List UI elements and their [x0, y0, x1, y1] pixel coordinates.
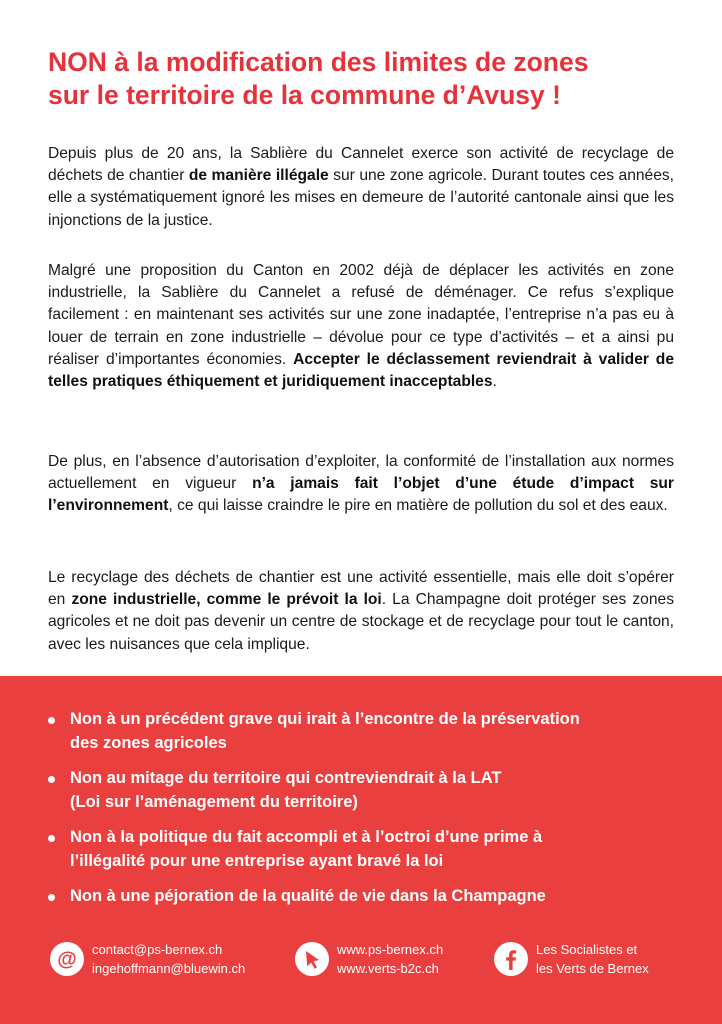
bullet-list	[46, 708, 686, 921]
contact-email-1[interactable]: contact@ps-bernex.ch	[92, 942, 223, 957]
paragraph-3-text-c: , ce qui laisse craindre le pire en matière de pollution du sol et des eaux.	[168, 497, 668, 515]
title-line-1: NON à la modification des limites de zones	[48, 47, 589, 77]
bullet-1-line-1: Non à un précédent grave qui irait à l’encontre de la préservation	[70, 710, 580, 728]
paragraph-1	[48, 143, 674, 232]
paragraph-3	[48, 451, 674, 518]
social-line-1: Les Socialistes et	[536, 942, 638, 957]
social-name	[536, 940, 649, 978]
contact-emails	[92, 940, 245, 978]
title-line-2: sur le territoire de la commune d’Avusy !	[48, 80, 561, 110]
paragraph-1-text-a: Depuis plus de 20 ans, la Sablière du Cannelet exerce son activité de recyclage de déchets de chantier	[48, 145, 674, 185]
bullet-dot-icon	[48, 717, 55, 724]
bullet-dot-icon	[48, 776, 55, 783]
paragraph-3-bold: n’a jamais fait l’objet d’une étude d’impact sur l’environnement	[48, 475, 675, 515]
footer	[50, 938, 690, 988]
paragraph-2	[48, 260, 674, 393]
bullet-1-line-2: des zones agricoles	[70, 733, 227, 752]
bullet-3-line-1: Non à la politique du fait accompli et à l’octroi d’une prime à	[70, 828, 543, 846]
paragraph-3-text-a: De plus, en l’absence d’autorisation d’exploiter, la conformité de l’installation aux normes actuellement en vigueur	[48, 453, 674, 493]
bullet-item	[46, 826, 686, 873]
bullet-item	[46, 708, 686, 755]
paragraph-1-bold: de manière illégale	[188, 167, 329, 185]
at-sign-icon	[50, 942, 84, 976]
bullet-dot-icon	[48, 835, 55, 842]
contact-email-2[interactable]: ingehoffmann@bluewin.ch	[92, 961, 246, 976]
bullet-4-line-1: Non à une péjoration de la qualité de vie dans la Champagne	[70, 887, 546, 905]
paragraph-1-text-c: sur une zone agricole. Durant toutes ces années, elle a systématiquement ignoré les mises en demeure de l’autorité cantonale ainsi que les injonctions de la justice.	[48, 167, 675, 229]
paragraph-4-text-c: . La Champagne doit protéger ses zones agricoles et ne doit pas devenir un centre de stockage et de recyclage pour tout le canton, avec les nuisances que cela implique.	[48, 591, 674, 653]
red-band	[0, 676, 722, 1024]
website-link-2[interactable]: www.verts-b2c.ch	[337, 961, 439, 976]
page-title	[48, 46, 688, 112]
svg-text:@: @	[57, 948, 77, 971]
website-link-1[interactable]: www.ps-bernex.ch	[337, 942, 444, 957]
bullet-2-line-2: (Loi sur l’aménagement du territoire)	[70, 792, 358, 811]
bullet-3-line-2: l’illégalité pour une entreprise ayant bravé la loi	[70, 851, 444, 870]
paragraph-2-bold: Accepter le déclassement reviendrait à valider de telles pratiques éthiquement et juridiquement inacceptables	[48, 350, 674, 391]
social-line-2: les Verts de Bernex	[536, 961, 649, 976]
paragraph-4-text-a: Le recyclage des déchets de chantier est une activité essentielle, mais elle doit s’opérer en	[48, 569, 674, 609]
paragraph-4	[48, 567, 674, 656]
website-links	[337, 940, 443, 978]
facebook-icon[interactable]	[494, 942, 528, 976]
bullet-2-line-1: Non au mitage du territoire qui contreviendrait à la LAT	[70, 769, 502, 787]
bullet-dot-icon	[48, 894, 55, 901]
paragraph-2-text-a: Malgré une proposition du Canton en 2002 déjà de déplacer les activités en zone industrielle, la Sablière du Cannelet a refusé de déménager. Ce refus s’explique facilement : en maintenant ses activités sur une zone inadaptée, l’entreprise n’a pas eu à louer de terrain en zone industrielle – dévolue pour ce type d’activités – et a ainsi pu réaliser d’importantes économies.	[48, 262, 674, 368]
bullet-item	[46, 767, 686, 814]
paragraph-4-bold: zone industrielle, comme le prévoit la loi	[71, 591, 382, 609]
paragraph-2-text-c: .	[492, 373, 497, 391]
cursor-icon	[295, 942, 329, 976]
bullet-item	[46, 885, 686, 909]
